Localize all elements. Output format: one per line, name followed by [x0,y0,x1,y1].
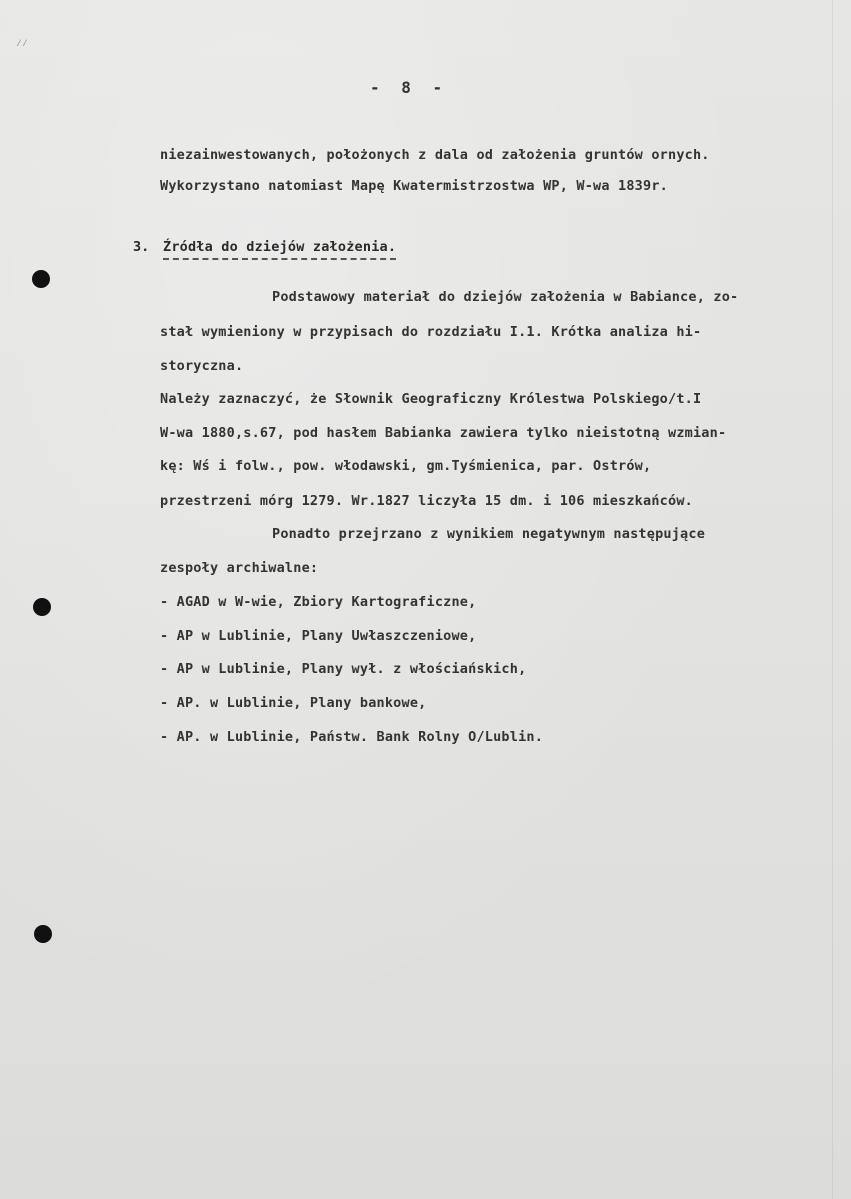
archive-item-bank-rolny: - AP. w Lublinie, Państw. Bank Rolny O/Lublin. [160,729,544,745]
paragraph-3-line-1: Ponadto przejrzano z wynikiem negatywnym następujące [272,526,706,542]
section-number: 3. [133,239,150,255]
punch-hole-bottom [34,925,52,943]
punch-hole-middle [33,598,51,616]
paragraph-1-line-2: stał wymieniony w przypisach do rozdziału I.1. Krótka analiza hi- [160,324,702,340]
archive-item-plany-uwlaszczeniowe: - AP w Lublinie, Plany Uwłaszczeniowe, [160,628,477,644]
paragraph-3-line-2: zespoły archiwalne: [160,560,319,576]
paragraph-2-line-1: Należy zaznaczyć, że Słownik Geograficzny Królestwa Polskiego/t.I [160,391,702,407]
page-number: - 8 - [370,78,449,97]
archive-item-plany-bankowe: - AP. w Lublinie, Plany bankowe, [160,695,427,711]
paragraph-2-line-4: przestrzeni mórg 1279. Wr.1827 liczyła 15 dm. i 106 mieszkańców. [160,493,693,509]
margin-mark: ⁄⁄ [16,38,29,49]
paragraph-2-line-2: W-wa 1880,s.67, pod hasłem Babianka zawiera tylko nieistotną wzmian- [160,425,727,441]
archive-item-agad: - AGAD w W-wie, Zbiory Kartograficzne, [160,594,477,610]
paragraph-1-line-3: storyczna. [160,358,244,374]
section-heading [133,236,396,260]
paragraph-2-line-3: kę: Wś i folw., pow. włodawski, gm.Tyśmienica, par. Ostrów, [160,458,652,474]
paragraph-1-line-1: Podstawowy materiał do dziejów założenia w Babiance, zo- [272,289,739,305]
section-title: Źródła do dziejów założenia. [163,239,396,260]
archive-item-plany-wyl: - AP w Lublinie, Plany wył. z włościańskich, [160,661,527,677]
punch-hole-top [32,270,50,288]
intro-line-2: Wykorzystano natomiast Mapę Kwatermistrzostwa WP, W-wa 1839r. [160,178,668,194]
intro-line-1: niezainwestowanych, położonych z dala od założenia gruntów ornych. [160,147,710,163]
